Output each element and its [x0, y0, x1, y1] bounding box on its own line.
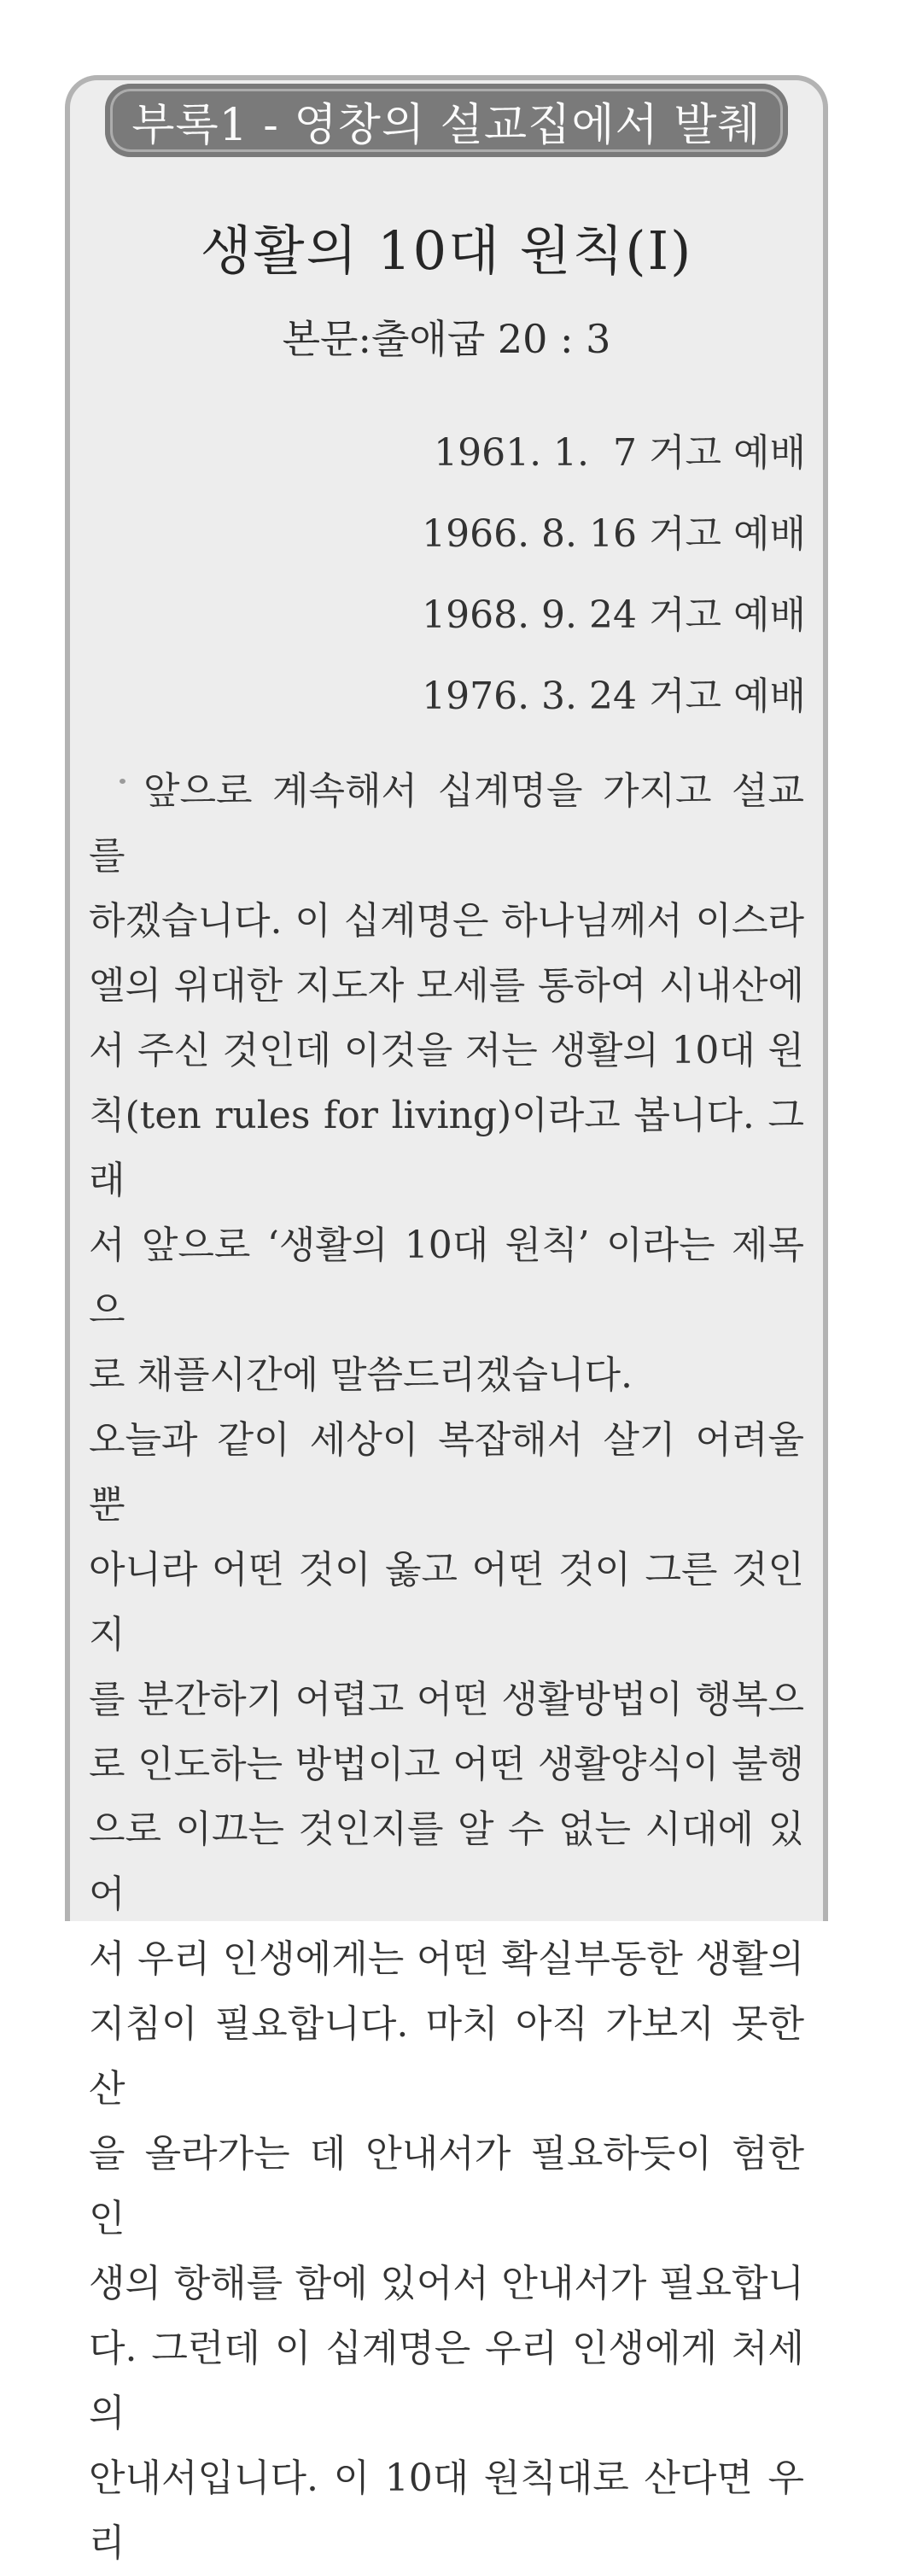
sermon-title: 생활의 10대 원칙(I): [200, 219, 693, 282]
sermon-date: 1966. 8. 16 거고 예배: [422, 512, 806, 556]
sermon-date: 1961. 1. 7 거고 예배: [434, 431, 806, 475]
sermon-date: 1968. 9. 24 거고 예배: [422, 593, 806, 637]
body-line: 칙(ten rules for living)이라고 봅니다. 그래: [89, 1094, 804, 1202]
appendix-header-label: 부록1 - 영창의 설교집에서 발췌: [131, 99, 762, 151]
body-line: 안내서입니다. 이 10대 원칙대로 산다면 우리: [89, 2456, 805, 2565]
body-line: 하겠습니다. 이 십계명은 하나님께서 이스라: [89, 899, 804, 943]
sermon-date: 1976. 3. 24 거고 예배: [422, 675, 806, 718]
scripture-reference: 본문:출애굽 20 : 3: [282, 316, 611, 362]
sermon-excerpt-card: [65, 75, 828, 2565]
body-line: 으로 이끄는 것인지를 알 수 없는 시대에 있어: [89, 1808, 804, 1916]
body-line: 서 우리 인생에게는 어떤 확실부동한 생활의: [89, 1937, 804, 1981]
sermon-body: [89, 759, 804, 2576]
sermon-dates-list: [70, 412, 823, 737]
body-line: 앞으로 계속해서 십계명을 가지고 설교를: [89, 769, 804, 878]
body-line: 로 채플시간에 말씀드리겠습니다.: [89, 1353, 633, 1397]
body-line: 서 앞으로 ‘생활의 10대 원칙’ 이라는 제목으: [89, 1224, 804, 1332]
body-line: 생의 항해를 함에 있어서 안내서가 필요합니: [89, 2262, 804, 2305]
body-line: 을 올라가는 데 안내서가 필요하듯이 험한 인: [89, 2132, 804, 2240]
body-line: 오늘과 같이 세상이 복잡해서 살기 어려울 뿐: [89, 1418, 804, 1527]
stray-ink-dot: [120, 779, 125, 784]
body-line: 를 분간하기 어렵고 어떤 생활방법이 행복으: [89, 1678, 804, 1721]
body-line: 서 주신 것인데 이것을 저는 생활의 10대 원: [89, 1029, 804, 1072]
body-line: 엘의 위대한 지도자 모세를 통하여 시내산에: [89, 964, 804, 1008]
body-line: 지침이 필요합니다. 마치 아직 가보지 못한 산: [89, 2002, 804, 2111]
body-line: 아니라 어떤 것이 옳고 어떤 것이 그른 것인지: [89, 1548, 804, 1656]
body-line: 로 인도하는 방법이고 어떤 생활양식이 불행: [89, 1743, 804, 1786]
appendix-header-badge: [105, 84, 788, 157]
body-line: 다. 그런데 이 십계명은 우리 인생에게 처세의: [89, 2327, 804, 2435]
